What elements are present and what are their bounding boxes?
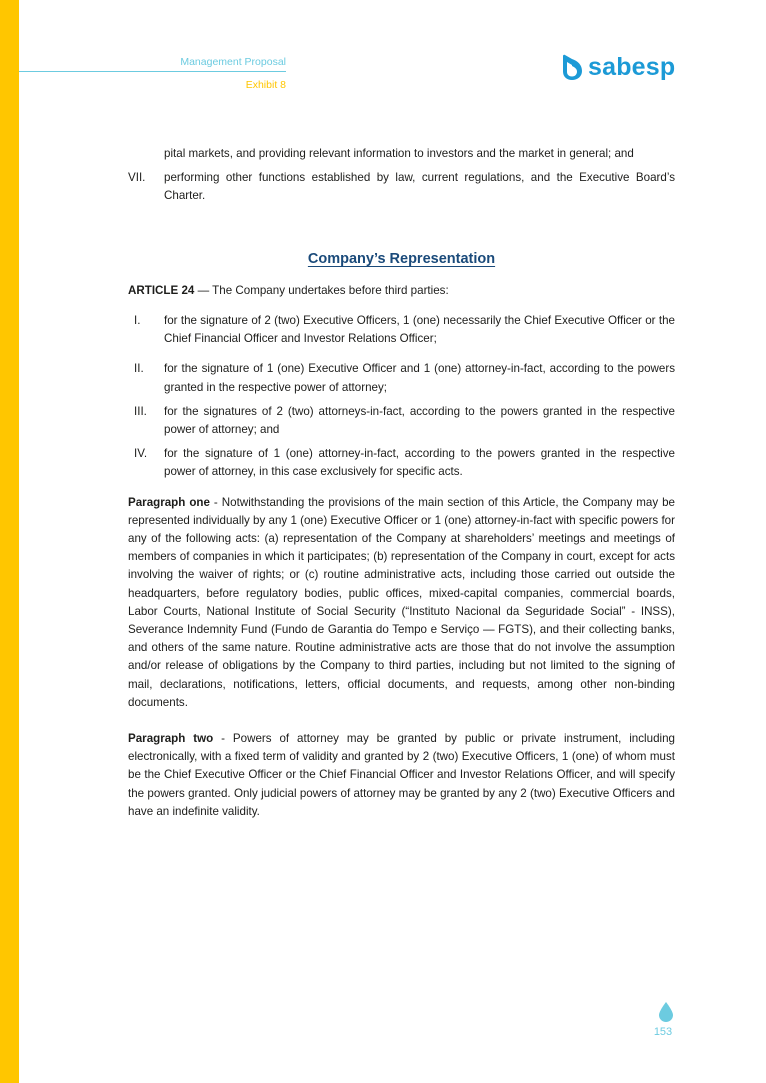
article-items (128, 312, 675, 482)
article-text: — The Company undertakes before third parties: (194, 283, 449, 297)
document-body (128, 145, 675, 839)
paragraph-one (128, 494, 675, 712)
paragraph-two-text: - Powers of attorney may be granted by public or private instrument, including electronically, with a fixed term of validity and granted by 2 (two) Executive Officers, 1 (one) of whom must be the Chief Executive Officer or the Chief Financial Officer and Investor Relations Officer, and will specify the powers granted. Only judicial powers of attorney may be granted by any 2 (two) Executive Officers and have an indefinite validity. (128, 732, 675, 818)
list-item (134, 360, 675, 396)
paragraph-one-label: Paragraph one (128, 495, 210, 509)
item-numeral: IV. (134, 447, 148, 461)
list-item (134, 403, 675, 439)
continued-text: pital markets, and providing relevant information to investors and the market in general; and (164, 147, 634, 160)
item-text: performing other functions established by law, current regulations, and the Executive Board’s Charter. (164, 171, 675, 203)
section-title: Company’s Representation (307, 250, 496, 267)
paragraph-two (128, 730, 675, 821)
paragraph-one-text: - Notwithstanding the provisions of the main section of this Article, the Company may be represented individually by any 1 (one) Executive Officer or 1 (one) attorney-in-fact with specific powers for any of the following acts: (a) representation of the Company at shareholders’ meetings and meetings of members of companies in which it participates; (b) representation of the Company in court, except for acts involving the waiver of rights; or (c) routine administrative acts, including those carried out outside the headquarters, before regulatory bodies, public offices, mixed-capital companies, commercial boards, Labor Courts, National Institute of Social Security (“Instituto Nacional da Seguridade Social” - INSS), Severance Indemnity Fund (Fundo de Garantia do Tempo e Serviço — FGTS), and their collecting banks, and others of the same nature. Routine administrative acts are those that do not involve the assumption and/or release of obligations by the Company to third parties, including but not limited to the signing of mail, declarations, notifications, letters, official documents, and requests, among other non-binding documents. (128, 495, 676, 709)
article-label: ARTICLE 24 (128, 283, 195, 297)
side-accent-bar (0, 0, 19, 1083)
water-drop-icon (659, 1002, 673, 1022)
item-numeral: VII. (128, 171, 146, 185)
list-item (134, 312, 675, 348)
paragraph-two-label: Paragraph two (128, 732, 214, 746)
item-numeral: II. (134, 362, 144, 376)
list-item (134, 445, 675, 481)
article-24 (128, 282, 675, 300)
sabesp-logo (560, 52, 675, 82)
header-title: Management Proposal (180, 56, 286, 68)
sabesp-logo-icon (560, 54, 584, 80)
list-item-vii (128, 169, 675, 205)
item-text: for the signature of 2 (two) Executive Officers, 1 (one) necessarily the Chief Executive Officer or the Chief Financial Officer and Investor Relations Officer; (164, 314, 675, 346)
item-numeral: III. (134, 404, 147, 418)
item-text: for the signatures of 2 (two) attorneys-in-fact, according to the powers granted in the respective power of attorney; and (164, 404, 675, 437)
header-exhibit: Exhibit 8 (245, 79, 286, 91)
item-text: for the signature of 1 (one) attorney-in-fact, according to the powers granted in the respective power of attorney, in this case exclusively for specific acts. (164, 447, 675, 479)
item-numeral: I. (134, 314, 141, 328)
header-divider (19, 71, 286, 72)
page-number: 153 (653, 1026, 673, 1038)
item-text: for the signature of 1 (one) Executive Officer and 1 (one) attorney-in-fact, according to the powers granted in the respective power of attorney; (164, 362, 675, 394)
logo-text: sabesp (588, 52, 676, 81)
